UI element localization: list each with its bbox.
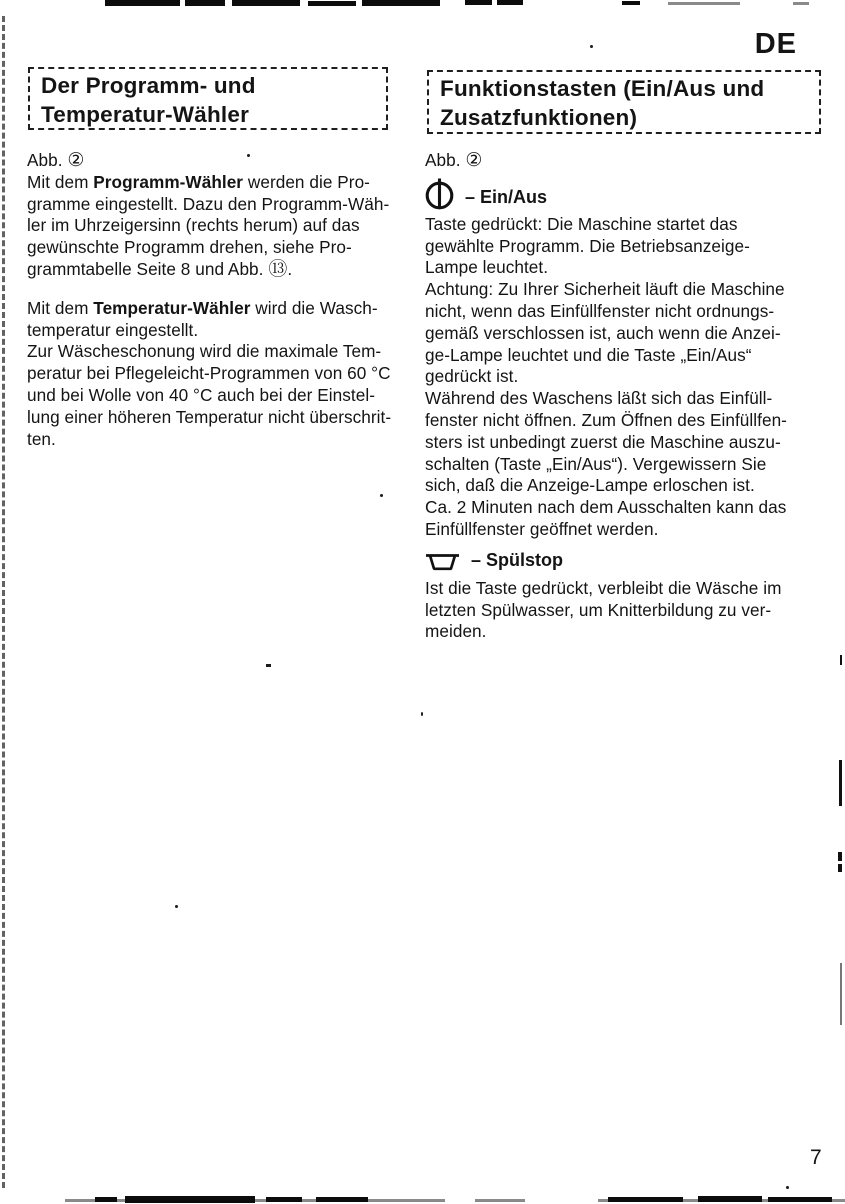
- text: gewünschte Programm drehen, siehe Pro-: [27, 237, 352, 258]
- text-line: [425, 366, 817, 388]
- text-line: [425, 600, 817, 622]
- text: Mit dem: [27, 297, 94, 318]
- text: peratur bei Pflegeleicht-Programmen von 60 °C: [27, 363, 391, 384]
- text: ten.: [27, 428, 56, 449]
- text: Abb.: [27, 150, 68, 170]
- text-line: [440, 104, 813, 133]
- circled-number: ②: [465, 150, 483, 171]
- text-line: [27, 150, 407, 172]
- section-heading-label: – Ein/Aus: [465, 186, 548, 207]
- text-line: [425, 454, 817, 476]
- text: sters ist unbedingt zuerst die Maschine auszu-: [425, 431, 781, 452]
- section-heading-label: – Spülstop: [471, 549, 564, 570]
- text: Temperatur-Wähler: [41, 101, 250, 127]
- section-title-box-programm: [28, 67, 388, 130]
- text: nicht, wenn das Einfüllfenster nicht ordnungs-: [425, 300, 775, 321]
- text-line: [425, 257, 817, 279]
- text-line: [27, 429, 407, 451]
- scan-speck: [266, 664, 271, 667]
- text: Lampe leuchtet.: [425, 257, 549, 278]
- page-number: 7: [810, 1146, 822, 1169]
- text: ge-Lampe leuchtet und die Taste „Ein/Aus“: [425, 344, 752, 365]
- text-line: [41, 101, 380, 130]
- text: Mit dem: [27, 171, 94, 192]
- washtub-icon: [425, 551, 460, 574]
- scan-artifact-right-edge: [838, 864, 842, 872]
- text-line: [425, 236, 817, 258]
- text: letzten Spülwasser, um Knitterbildung zu ver-: [425, 599, 772, 620]
- text: Ist die Taste gedrückt, verbleibt die Wäsche im: [425, 577, 782, 598]
- bold-text: Temperatur-Wähler: [93, 297, 251, 318]
- figure-reference: [425, 150, 817, 172]
- text: grammtabelle Seite 8 und Abb.: [27, 258, 269, 279]
- text: Während des Waschens läßt sich das Einfüll-: [425, 388, 773, 409]
- section-heading-ein-aus: [425, 177, 817, 211]
- language-code: DE: [754, 28, 797, 60]
- text: lung einer höheren Temperatur nicht überschrit-: [27, 406, 392, 427]
- text-line: [27, 215, 407, 237]
- text-line: [425, 410, 817, 432]
- text-line: [27, 320, 407, 342]
- text: meiden.: [425, 621, 487, 642]
- text-line: [425, 621, 817, 643]
- right-column: [425, 150, 817, 643]
- text: fenster nicht öffnen. Zum Öffnen des Einfüllfen-: [425, 409, 787, 430]
- text: sich, daß die Anzeige-Lampe erloschen ist.: [425, 475, 755, 496]
- text: Ca. 2 Minuten nach dem Ausschalten kann das: [425, 497, 787, 518]
- text: .: [287, 258, 293, 279]
- text: wird die Wasch-: [250, 297, 378, 318]
- bold-text: Programm-Wähler: [93, 171, 244, 192]
- text-line: [27, 341, 407, 363]
- text: gedrückt ist.: [425, 366, 519, 387]
- text-line: [27, 259, 407, 281]
- scan-artifact-right-edge: [839, 760, 842, 806]
- scan-artifact-left-edge: [2, 16, 5, 1188]
- text-line: [425, 301, 817, 323]
- text: und bei Wolle von 40 °C auch bei der Einstel-: [27, 384, 375, 405]
- scan-speck: [175, 905, 178, 908]
- section-heading-spuelstop: [425, 550, 817, 574]
- text: Funktionstasten (Ein/Aus und: [440, 76, 765, 101]
- scan-speck: [590, 45, 593, 48]
- section-title-box-funktionstasten: [427, 70, 821, 134]
- circled-number: ②: [67, 150, 85, 171]
- paragraph-spuelstop: [425, 578, 817, 643]
- paragraph-programm-waehler: [27, 150, 407, 281]
- text-line: [27, 194, 407, 216]
- text: Einfüllfenster geöffnet werden.: [425, 518, 659, 539]
- text-line: [425, 578, 817, 600]
- scan-speck: [380, 494, 383, 497]
- power-icon: [425, 178, 454, 211]
- text: werden die Pro-: [243, 171, 370, 192]
- text-line: [425, 323, 817, 345]
- text: gewählte Programm. Die Betriebsanzeige-: [425, 235, 750, 256]
- text-line: [425, 388, 817, 410]
- text: Der Programm- und: [41, 73, 256, 98]
- text: Achtung: Zu Ihrer Sicherheit läuft die Maschine: [425, 279, 785, 300]
- text: Abb.: [425, 150, 466, 170]
- paragraph-ein-aus: [425, 214, 817, 541]
- text-line: [27, 407, 407, 429]
- scan-artifact-right-edge: [838, 852, 842, 861]
- text-line: [27, 237, 407, 259]
- text-line: [27, 298, 407, 320]
- text: temperatur eingestellt.: [27, 319, 199, 340]
- text-line: [425, 150, 817, 172]
- text-line: [440, 75, 813, 104]
- text: Zur Wäscheschonung wird die maximale Tem-: [27, 341, 382, 362]
- text-line: [425, 519, 817, 541]
- text-line: [425, 214, 817, 236]
- left-column: [27, 150, 407, 450]
- text-line: [27, 172, 407, 194]
- text-line: [27, 363, 407, 385]
- text-line: [425, 475, 817, 497]
- text-line: [27, 385, 407, 407]
- text: gemäß verschlossen ist, auch wenn die Anzei-: [425, 322, 781, 343]
- paragraph-temperatur-waehler: [27, 298, 407, 451]
- text: Zusatzfunktionen): [440, 104, 638, 130]
- scan-artifact-right-edge: [840, 655, 842, 665]
- text-line: [41, 72, 380, 101]
- circled-number: ⑬: [268, 258, 288, 280]
- text: schalten (Taste „Ein/Aus“). Vergewissern Sie: [425, 453, 767, 474]
- scan-speck: [421, 712, 423, 716]
- text-line: [425, 432, 817, 454]
- text-line: [425, 345, 817, 367]
- text-line: [425, 279, 817, 301]
- scan-artifact-right-edge: [840, 963, 842, 1025]
- text: Taste gedrückt: Die Maschine startet das: [425, 213, 738, 234]
- scan-speck: [786, 1186, 789, 1189]
- text-line: [425, 497, 817, 519]
- text: gramme eingestellt. Dazu den Programm-Wäh-: [27, 193, 390, 214]
- text: ler im Uhrzeigersinn (rechts herum) auf das: [27, 215, 360, 236]
